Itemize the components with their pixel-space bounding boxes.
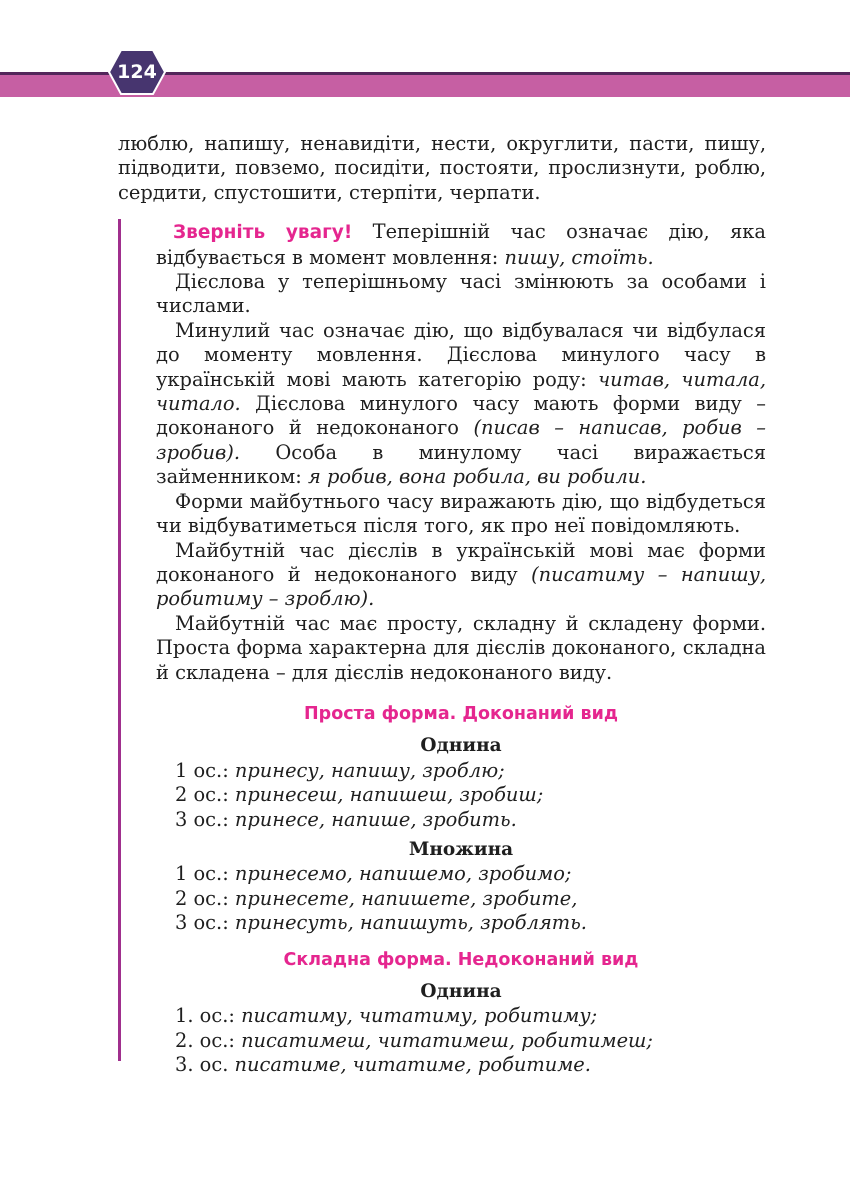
intro-paragraph: люблю, напишу, ненавидіти, нести, округлити, пасти, пишу, підводити, повземо, посидіти, постояти, прослизнути, роблю, сердити, спустошити, стерпіти, черпати. <box>118 132 766 204</box>
conjugation-line: 3 ос.: принесе, напише, зробить. <box>175 807 517 831</box>
note-block <box>118 220 766 1077</box>
conjugation-line: 1 ос.: принесемо, напишемо, зробимо; <box>175 862 572 886</box>
conjugation-line: 2 ос.: принесете, напишете, зробите, <box>175 886 578 910</box>
conjugation-line: 3 ос.: принесуть, напишуть, зроблять. <box>175 911 587 935</box>
page-number-badge <box>108 49 166 95</box>
conjugation-line: 2 ос.: принесеш, напишеш, зробиш; <box>175 783 544 807</box>
page-content <box>118 132 766 1078</box>
note-paragraph-2: Дієслова у теперішньому часі змінюють за особами і числами. <box>156 270 766 318</box>
note-paragraph-4: Форми майбутнього часу виражають дію, що відбудеться чи відбуватиметься після того, як про неї повідомляють. <box>156 489 766 538</box>
note-paragraph-5: Майбутній час дієслів в українській мові має форми доконаного й недоконаного виду (писатиму – напишу, робитиму – зроблю). <box>156 538 767 611</box>
section-compound-title: Складна форма. Недоконаний вид <box>283 949 639 970</box>
note-side-bar <box>118 219 121 1061</box>
note-paragraph-3: Минулий час означає дію, що відбувалася чи відбулася до моменту мовлення. Дієслова минулого часу в українській мові мають категорію роду: читав, читала, читало. Дієслова минулого часу мають форми виду – доконаного й недоконаного (писав – написав, робив – зробив). Особа в минулому часі виражається займенником: я робив, вона робила, ви робили. <box>156 318 767 489</box>
conjugation-line: 1. ос.: писатиму, читатиму, робитиму; <box>175 1004 598 1028</box>
conjugation-line: 3. ос. писатиме, читатиме, робитиме. <box>175 1053 591 1077</box>
page-number: 124 <box>117 61 157 83</box>
conjugation-line: 1 ос.: принесу, напишу, зроблю; <box>175 758 505 782</box>
section-simple-title: Проста форма. Доконаний вид <box>304 703 618 724</box>
note-paragraph-6: Майбутній час має просту, складну й складену форми. Проста форма характерна для дієслів доконаного, складна й складена – для дієслів недоконаного виду. <box>156 611 766 684</box>
attention-label: Зверніть увагу! <box>173 222 353 244</box>
section-simple-singular-title: Однина <box>420 735 502 757</box>
conjugation-line: 2. ос.: писатимеш, читатимеш, робитимеш; <box>175 1028 653 1052</box>
note-paragraph-1: Зверніть увагу! Теперішній час означає дію, яка відбувається в момент мовлення: пишу, стоїть. <box>156 220 766 269</box>
section-simple-plural-title: Множина <box>408 838 514 860</box>
section-compound-singular-title: Однина <box>420 981 502 1002</box>
